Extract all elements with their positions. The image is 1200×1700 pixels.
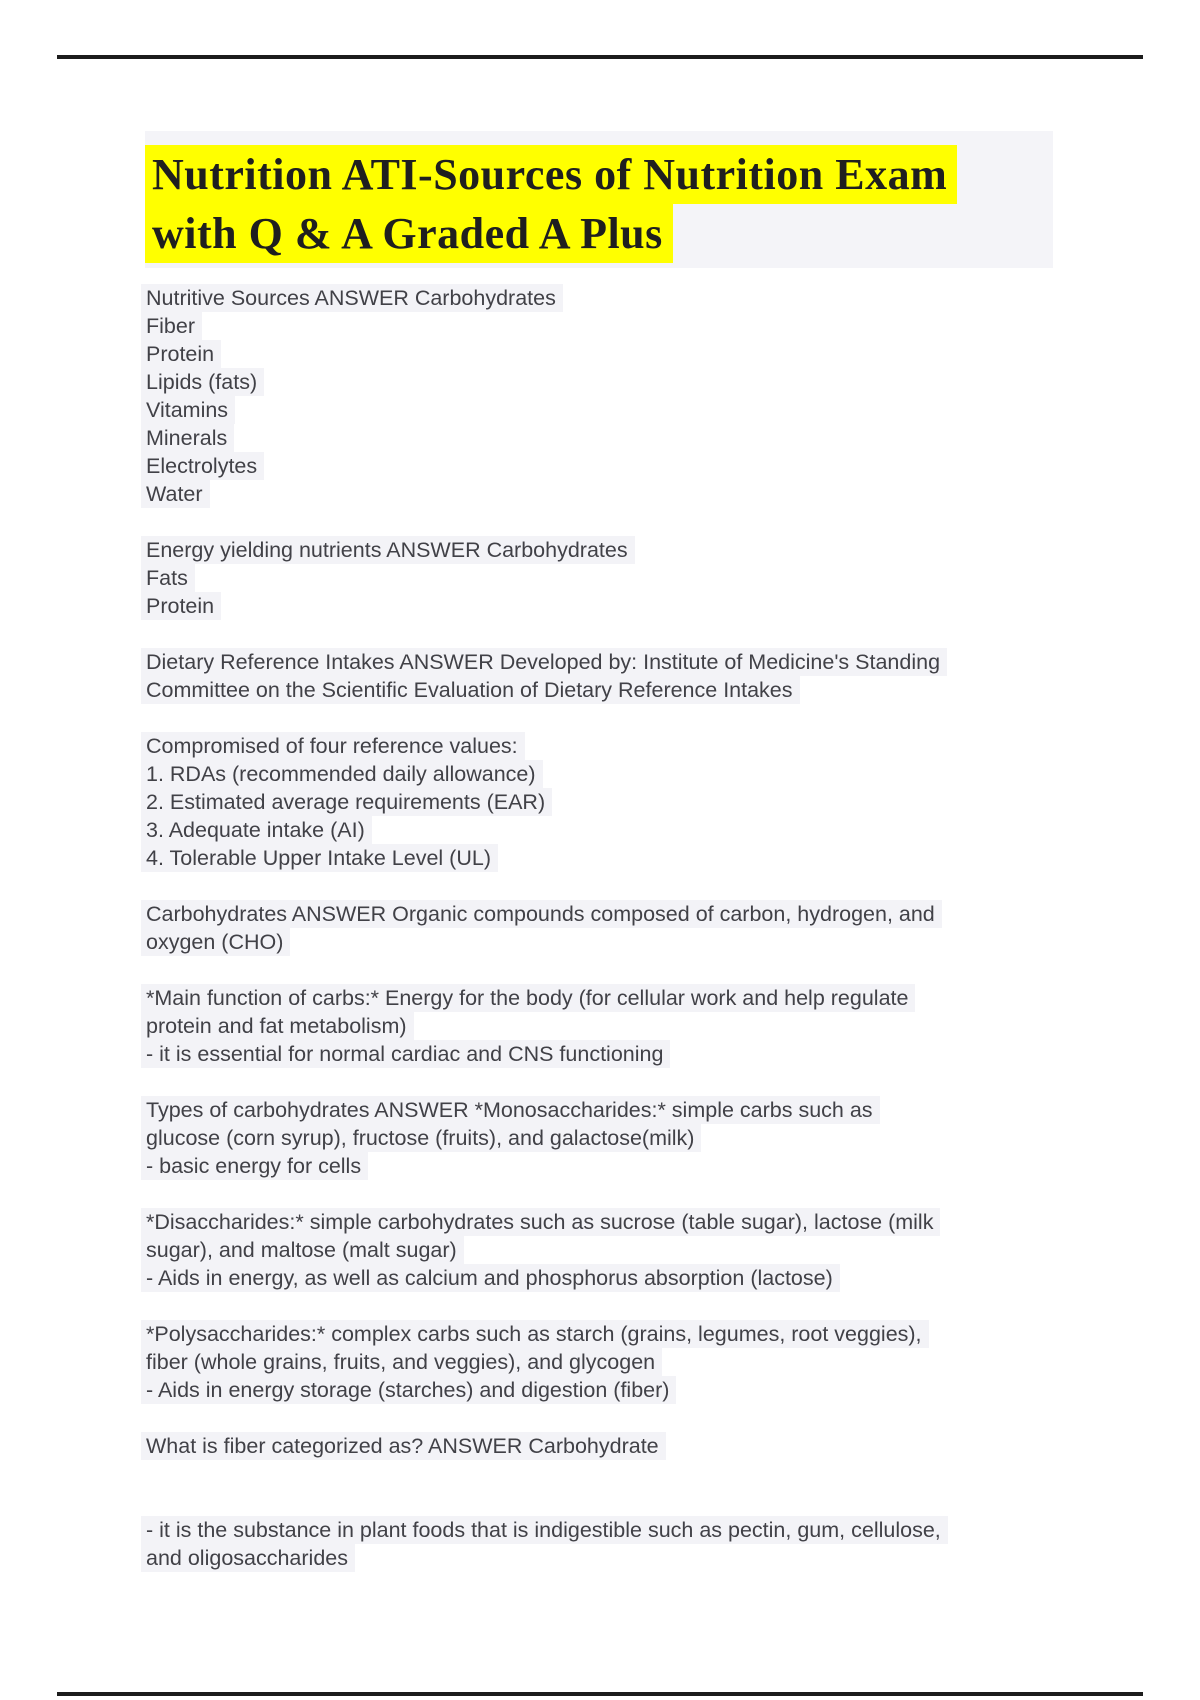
paragraph-text: Nutritive Sources ANSWER Carbohydrates Fiber Protein Lipids (fats) Vitamins Minerals Electrolytes Water xyxy=(141,284,563,508)
paragraph xyxy=(141,284,1086,508)
paragraph xyxy=(141,1320,1086,1404)
document-body xyxy=(141,284,1086,1572)
page-title-line1: Nutrition ATI-Sources of Nutrition Exam xyxy=(145,145,957,204)
paragraph xyxy=(141,1432,1086,1460)
paragraph-text: *Polysaccharides:* complex carbs such as starch (grains, legumes, root veggies), fiber (whole grains, fruits, and veggies), and glycogen - Aids in energy storage (starches) and digestion (fiber) xyxy=(141,1320,929,1404)
paragraph-text: *Disaccharides:* simple carbohydrates such as sucrose (table sugar), lactose (milk sugar), and maltose (malt sugar) - Aids in energy, as well as calcium and phosphorus absorption (lactose) xyxy=(141,1208,940,1292)
paragraph xyxy=(141,648,1086,704)
paragraph xyxy=(141,900,1086,956)
paragraph xyxy=(141,1096,1086,1180)
paragraph-text: Carbohydrates ANSWER Organic compounds composed of carbon, hydrogen, and oxygen (CHO) xyxy=(141,900,942,956)
paragraph-text: Dietary Reference Intakes ANSWER Developed by: Institute of Medicine's Standing Committee on the Scientific Evaluation of Dietary Reference Intakes xyxy=(141,648,947,704)
page-title-line2: with Q & A Graded A Plus xyxy=(145,204,673,263)
paragraph xyxy=(141,536,1086,620)
paragraph xyxy=(141,732,1086,872)
paragraph xyxy=(141,1516,1086,1572)
paragraph xyxy=(141,984,1086,1068)
paragraph-text: - it is the substance in plant foods that is indigestible such as pectin, gum, cellulose, and oligosaccharides xyxy=(141,1516,948,1572)
title-highlight-block xyxy=(145,131,1053,268)
bottom-horizontal-rule xyxy=(57,1692,1143,1696)
paragraph xyxy=(141,1208,1086,1292)
paragraph-text: *Main function of carbs:* Energy for the body (for cellular work and help regulate protein and fat metabolism) - it is essential for normal cardiac and CNS functioning xyxy=(141,984,915,1068)
paragraph-text: Energy yielding nutrients ANSWER Carbohydrates Fats Protein xyxy=(141,536,635,620)
top-horizontal-rule xyxy=(57,55,1143,59)
paragraph-text: Compromised of four reference values: 1. RDAs (recommended daily allowance) 2. Estimated average requirements (EAR) 3. Adequate intake (AI) 4. Tolerable Upper Intake Level (UL) xyxy=(141,732,552,872)
page-title xyxy=(145,145,1053,263)
paragraph-text: Types of carbohydrates ANSWER *Monosaccharides:* simple carbs such as glucose (corn syrup), fructose (fruits), and galactose(milk) - basic energy for cells xyxy=(141,1096,880,1180)
paragraph-text: What is fiber categorized as? ANSWER Carbohydrate xyxy=(141,1432,666,1460)
